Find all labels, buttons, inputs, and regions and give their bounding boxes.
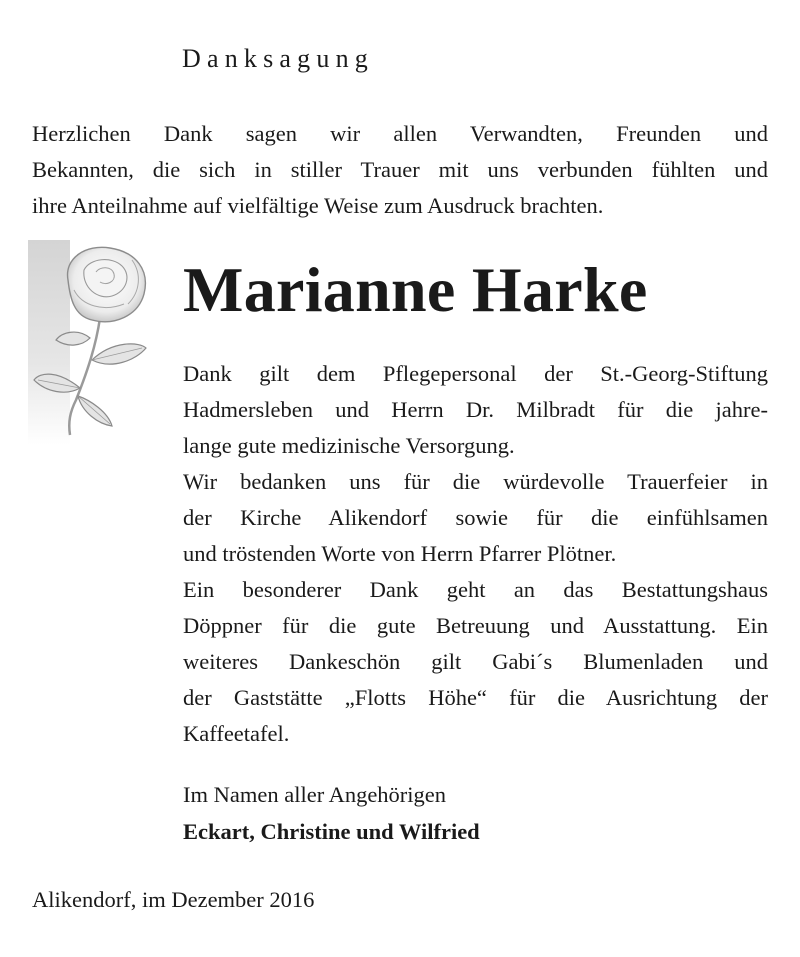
- body-line: Wir bedanken uns für die würdevolle Trauerfeier in: [183, 469, 768, 494]
- body-line: Kaffeetafel.: [183, 721, 290, 746]
- signature-block: [183, 776, 480, 850]
- rose-icon: [28, 240, 158, 445]
- signatories: Eckart, Christine und Wilfried: [183, 819, 480, 844]
- heading-danksagung: Danksagung: [182, 44, 374, 73]
- place-date: Alikendorf, im Dezember 2016: [32, 887, 315, 912]
- closing-line: Im Namen aller Angehörigen: [183, 782, 447, 807]
- body-line: Ein besonderer Dank geht an das Bestattungshaus: [183, 577, 768, 602]
- thanks-paragraph: [183, 356, 768, 752]
- body-line: Döppner für die gute Betreuung und Ausstattung. Ein: [183, 613, 768, 638]
- intro-line: ihre Anteilnahme auf vielfältige Weise zum Ausdruck brachten.: [32, 193, 604, 218]
- deceased-name: Marianne Harke: [183, 254, 648, 325]
- body-line: der Kirche Alikendorf sowie für die einfühlsamen: [183, 505, 768, 530]
- intro-paragraph: [32, 116, 768, 224]
- intro-line: Herzlichen Dank sagen wir allen Verwandten, Freunden und: [32, 121, 768, 146]
- body-line: Dank gilt dem Pflegepersonal der St.-Georg-Stiftung: [183, 361, 768, 386]
- body-line: und tröstenden Worte von Herrn Pfarrer Plötner.: [183, 541, 617, 566]
- body-line: Hadmersleben und Herrn Dr. Milbradt für die jahre-: [183, 397, 768, 422]
- intro-line: Bekannten, die sich in stiller Trauer mit uns verbunden fühlten und: [32, 157, 768, 182]
- body-line: lange gute medizinische Versorgung.: [183, 433, 515, 458]
- body-line: weiteres Dankeschön gilt Gabi´s Blumenladen und: [183, 649, 768, 674]
- body-line: der Gaststätte „Flotts Höhe“ für die Ausrichtung der: [183, 685, 768, 710]
